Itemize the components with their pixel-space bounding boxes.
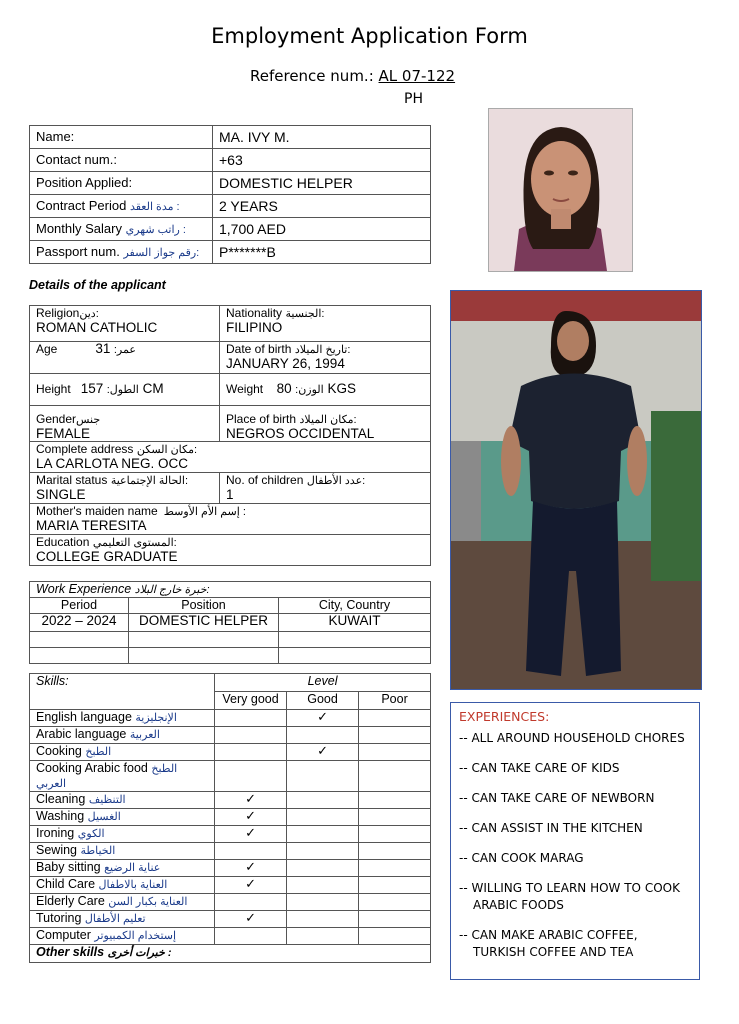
address-cell: Complete address مكان السكن: LA CARLOTA NEG. OCC (30, 442, 431, 473)
skill-level-header: Very good (215, 692, 287, 710)
skill-level-header: Poor (359, 692, 431, 710)
basic-label: Monthly Salary (36, 220, 122, 236)
skill-check-cell: ✓ (215, 911, 287, 928)
children-cell: No. of children عدد الأطفال: 1 (220, 473, 431, 504)
skill-name-ar: العناية بكبار السن (108, 896, 188, 908)
skill-check-cell (287, 826, 359, 843)
skill-name-cell (30, 792, 215, 809)
skill-row (30, 860, 431, 877)
basic-value: MA. IVY M. (213, 126, 431, 149)
basic-info-table (29, 125, 431, 264)
work-cell: DOMESTIC HELPER (129, 614, 279, 632)
skill-name-cell (30, 761, 215, 792)
mother-cell: Mother's maiden name إسم الأم الأوسط : MARIA TERESITA (30, 504, 431, 535)
basic-label-ar: رقم جواز السفر: (123, 246, 200, 259)
basic-row (30, 172, 431, 195)
skill-check-cell (215, 761, 287, 792)
skill-check-cell (287, 928, 359, 945)
work-header-cell: City, Country (279, 598, 431, 614)
experience-item: -- CAN TAKE CARE OF NEWBORN (459, 791, 655, 805)
work-experience-table (29, 581, 431, 664)
skill-name-cell (30, 894, 215, 911)
skill-name: English language (36, 710, 132, 724)
pob-cell: Place of birth مكان الميلاد: NEGROS OCCIDENTAL (220, 406, 431, 442)
skill-row (30, 911, 431, 928)
basic-row (30, 149, 431, 172)
height-cell: Height الطول: 157 CM (30, 374, 220, 406)
skill-name-cell (30, 843, 215, 860)
skill-name-cell (30, 826, 215, 843)
age-cell: Age عمر: 31 (30, 342, 220, 374)
skill-row (30, 826, 431, 843)
basic-value: 1,700 AED (213, 218, 431, 241)
marital-value: SINGLE (36, 487, 86, 502)
skill-check-cell (287, 809, 359, 826)
skill-check-cell (287, 860, 359, 877)
skill-check-cell (287, 761, 359, 792)
details-heading: Details of the applicant (29, 278, 166, 292)
gender-value: FEMALE (36, 426, 91, 441)
applicant-full-photo (450, 290, 702, 690)
basic-label: Passport num. (36, 243, 120, 259)
dob-value: JANUARY 26, 1994 (226, 356, 345, 371)
skill-name-ar: إستخدام الكمبيوتر (94, 930, 177, 942)
skill-name-cell (30, 710, 215, 727)
pob-value: NEGROS OCCIDENTAL (226, 426, 375, 441)
skill-name: Washing (36, 809, 85, 823)
level-heading: Level (215, 674, 431, 692)
skill-name-cell (30, 744, 215, 761)
skill-row (30, 894, 431, 911)
marital-cell: Marital status الحالة الإجتماعية: SINGLE (30, 473, 220, 504)
work-cell-empty (129, 648, 279, 664)
skill-name-ar: التنظيف (88, 794, 126, 806)
skill-check-cell (215, 744, 287, 761)
reference-value: AL 07-122 (378, 67, 456, 85)
other-skills-cell: Other skills خبرات أخرى : (30, 945, 431, 963)
skill-check-cell (359, 727, 431, 744)
reference-label: Reference num.: (250, 67, 374, 85)
skill-row (30, 710, 431, 727)
skill-check-cell (287, 792, 359, 809)
experience-item: -- ALL AROUND HOUSEHOLD CHORES (459, 731, 685, 745)
skill-check-cell (359, 792, 431, 809)
work-header-cell: Position (129, 598, 279, 614)
nationality-cell: Nationality الجنسية: FILIPINO (220, 306, 431, 342)
skill-name-ar: الإنجليزية (135, 712, 177, 724)
religion-value: ROMAN CATHOLIC (36, 320, 158, 335)
skill-row (30, 877, 431, 894)
skill-name: Cleaning (36, 792, 86, 806)
skill-row (30, 761, 431, 792)
basic-label: Contact num.: (36, 151, 117, 167)
skill-name: Tutoring (36, 911, 82, 925)
skill-name-ar: الغسيل (87, 811, 121, 823)
details-table (29, 305, 431, 566)
basic-label-ar: مدة العقد : (129, 200, 180, 213)
basic-label-cell (30, 218, 213, 241)
skill-check-cell (287, 727, 359, 744)
work-cell: KUWAIT (279, 614, 431, 632)
experience-item: -- WILLING TO LEARN HOW TO COOK ARABIC FOODS (459, 881, 680, 912)
skill-name: Arabic language (36, 727, 127, 741)
height-value: 157 CM (80, 381, 164, 396)
skill-check-cell (215, 928, 287, 945)
skill-name-cell (30, 860, 215, 877)
basic-label-cell (30, 126, 213, 149)
basic-label: Position Applied: (36, 174, 133, 190)
skill-check-cell (359, 928, 431, 945)
work-row-empty (30, 632, 431, 648)
skill-check-cell (359, 809, 431, 826)
experience-item: -- CAN MAKE ARABIC COFFEE, TURKISH COFFEE AND TEA (459, 928, 638, 959)
skill-name: Sewing (36, 843, 77, 857)
skill-check-cell (215, 710, 287, 727)
basic-value: +63 (213, 149, 431, 172)
gender-cell: Genderجنس FEMALE (30, 406, 220, 442)
skill-level-header: Good (287, 692, 359, 710)
basic-label: Name: (36, 128, 75, 144)
skill-check-cell (359, 843, 431, 860)
age-value: 31 (95, 341, 111, 356)
experiences-heading: EXPERIENCES: (459, 709, 550, 724)
applicant-headshot (488, 108, 633, 272)
education-value: COLLEGE GRADUATE (36, 549, 178, 564)
skill-name: Child Care (36, 877, 96, 891)
work-cell-empty (129, 632, 279, 648)
weight-value: 80 KGS (276, 381, 356, 396)
skill-row (30, 928, 431, 945)
skill-check-cell (359, 894, 431, 911)
skill-name-ar: الطبخ (85, 746, 112, 758)
skill-check-cell (359, 761, 431, 792)
skill-row (30, 727, 431, 744)
work-cell: 2022 – 2024 (30, 614, 129, 632)
basic-label-cell (30, 241, 213, 264)
mother-value: MARIA TERESITA (36, 518, 147, 533)
reference-number (250, 67, 455, 85)
skill-name-cell (30, 928, 215, 945)
basic-row (30, 126, 431, 149)
basic-label-ar: راتب شهري : (125, 223, 186, 236)
nationality-value: FILIPINO (226, 320, 283, 335)
skill-row (30, 792, 431, 809)
dob-cell: Date of birth تاريخ الميلاد: JANUARY 26, 1994 (220, 342, 431, 374)
skill-check-cell: ✓ (215, 809, 287, 826)
basic-value: P*******B (213, 241, 431, 264)
skill-name-cell (30, 727, 215, 744)
skill-name-ar: الكوي (77, 828, 105, 840)
experience-item: -- CAN ASSIST IN THE KITCHEN (459, 821, 643, 835)
skill-name-ar: تعليم الأطفال (84, 913, 146, 925)
basic-row (30, 195, 431, 218)
basic-row (30, 241, 431, 264)
skill-row (30, 843, 431, 860)
skill-name-ar: العربية (129, 729, 160, 741)
form-title: Employment Application Form (211, 24, 528, 48)
basic-label-cell (30, 195, 213, 218)
basic-label-cell (30, 172, 213, 195)
skill-name: Ironing (36, 826, 75, 840)
work-cell-empty (30, 648, 129, 664)
skill-check-cell: ✓ (287, 744, 359, 761)
skill-check-cell (287, 877, 359, 894)
skill-name-ar: الخياطة (80, 845, 116, 857)
skill-check-cell (359, 710, 431, 727)
work-header-cell: Period (30, 598, 129, 614)
skill-check-cell (359, 860, 431, 877)
skill-check-cell (287, 894, 359, 911)
address-value: LA CARLOTA NEG. OCC (36, 456, 189, 471)
skill-check-cell (359, 744, 431, 761)
skill-check-cell (215, 843, 287, 860)
skill-check-cell: ✓ (215, 860, 287, 877)
skill-check-cell (215, 727, 287, 744)
work-heading-cell: Work Experience خبرة خارج البلاد: (30, 582, 431, 598)
work-cell-empty (279, 648, 431, 664)
skill-check-cell (215, 894, 287, 911)
basic-label: Contract Period (36, 197, 127, 213)
skill-name: Elderly Care (36, 894, 105, 908)
skill-name: Cooking (36, 744, 82, 758)
skill-row (30, 744, 431, 761)
religion-cell: Religionدين: ROMAN CATHOLIC (30, 306, 220, 342)
skill-check-cell (359, 877, 431, 894)
basic-value: 2 YEARS (213, 195, 431, 218)
skill-name-ar: العناية بالاطفال (98, 879, 168, 891)
experience-item: -- CAN COOK MARAG (459, 851, 584, 865)
experiences-box (450, 702, 700, 980)
work-cell-empty (279, 632, 431, 648)
skill-name-ar: عناية الرضيع (104, 862, 161, 874)
experience-item: -- CAN TAKE CARE OF KIDS (459, 761, 620, 775)
basic-value: DOMESTIC HELPER (213, 172, 431, 195)
reference-country: PH (404, 91, 423, 107)
work-cell-empty (30, 632, 129, 648)
skill-check-cell (287, 911, 359, 928)
work-row (30, 614, 431, 632)
skill-name: Baby sitting (36, 860, 101, 874)
education-cell: Education المستوى التعليمي: COLLEGE GRADUATE (30, 535, 431, 566)
skills-table (29, 673, 431, 963)
basic-label-cell (30, 149, 213, 172)
skill-name-ar: الطبخ العربي (36, 763, 178, 790)
work-row-empty (30, 648, 431, 664)
skill-check-cell: ✓ (287, 710, 359, 727)
skill-name-cell (30, 809, 215, 826)
skill-row (30, 809, 431, 826)
children-value: 1 (226, 487, 234, 502)
weight-cell: Weight الوزن: 80 KGS (220, 374, 431, 406)
skill-check-cell (359, 911, 431, 928)
skill-check-cell: ✓ (215, 877, 287, 894)
skill-check-cell: ✓ (215, 826, 287, 843)
skill-name: Cooking Arabic food (36, 761, 148, 775)
skill-name: Computer (36, 928, 91, 942)
skill-check-cell (359, 826, 431, 843)
skill-name-cell (30, 877, 215, 894)
skill-check-cell: ✓ (215, 792, 287, 809)
skill-name-cell (30, 911, 215, 928)
basic-row (30, 218, 431, 241)
skill-check-cell (287, 843, 359, 860)
skills-heading: Skills: (30, 674, 215, 710)
